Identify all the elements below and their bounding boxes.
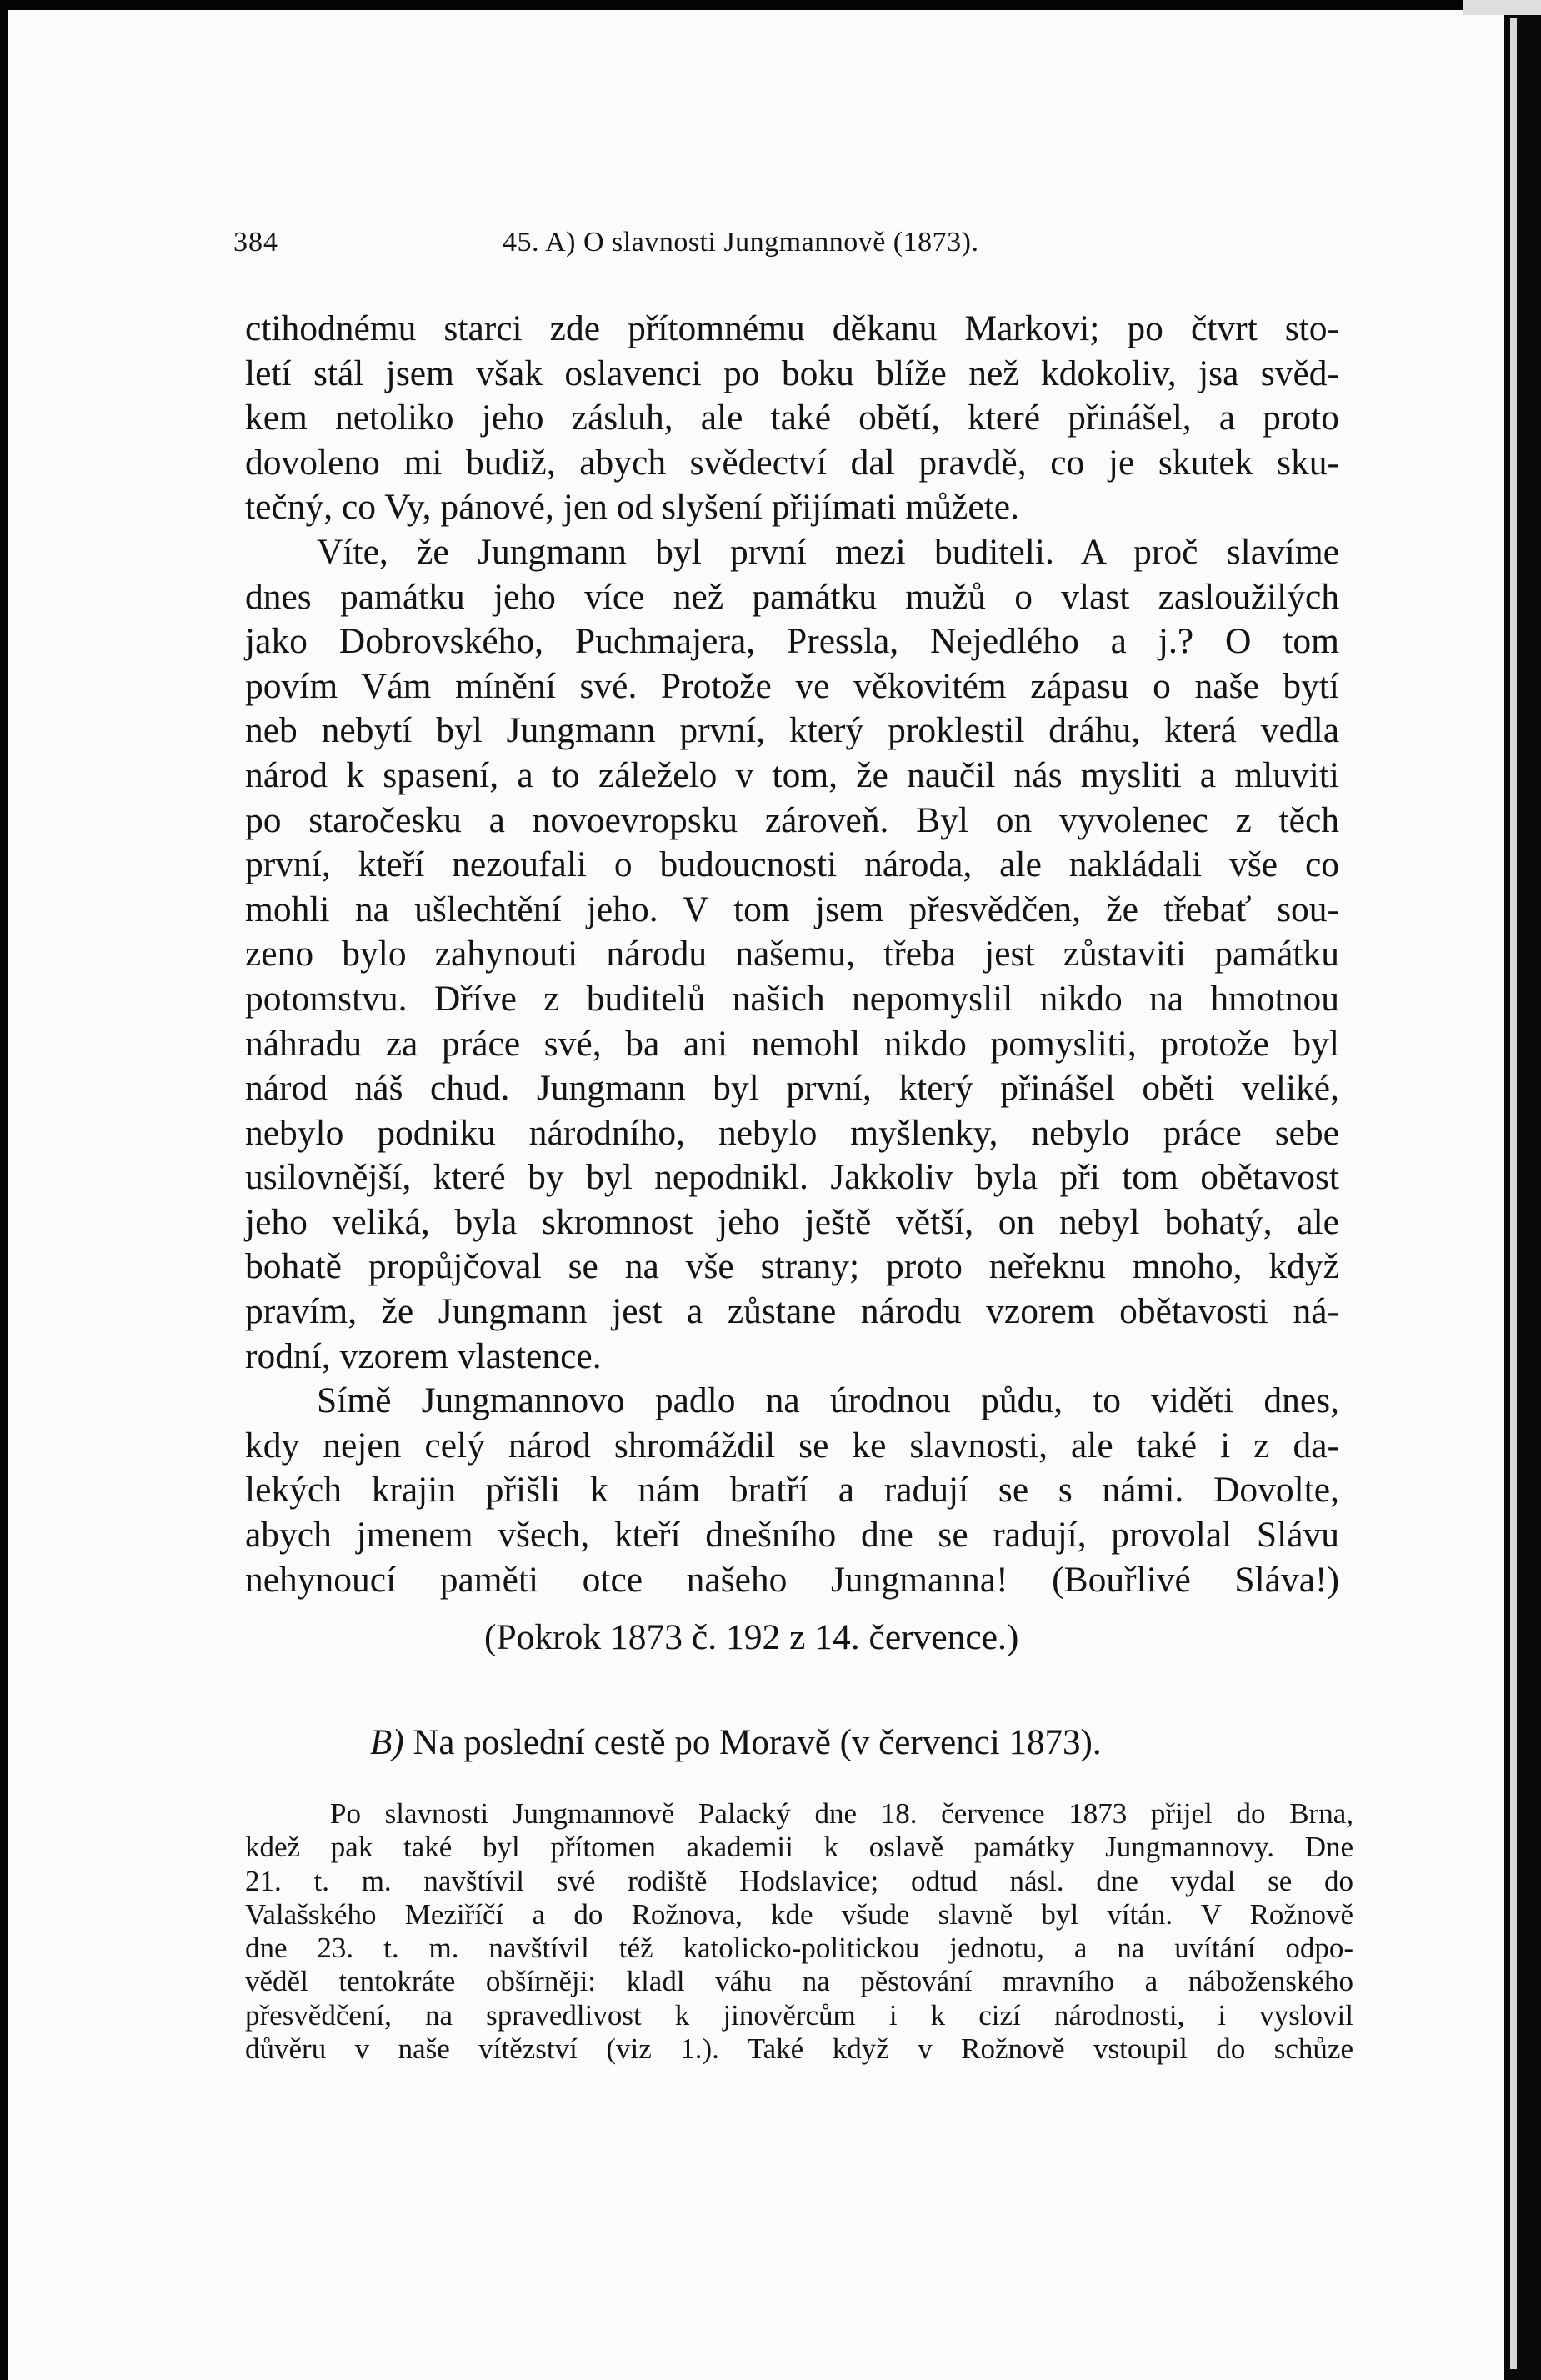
citation: (Pokrok 1873 č. 192 z 14. července.) bbox=[484, 1617, 1019, 1657]
body-line: povím Vám mínění své. Protože ve věkovitém zápasu o naše bytí bbox=[245, 665, 1339, 706]
body-line: jeho veliká, byla skromnost jeho ještě větší, on nebyl bohatý, ale bbox=[245, 1201, 1339, 1242]
body-line: nehynoucí paměti otce našeho Jungmanna! (Bouřlivé Sláva!) bbox=[245, 1559, 1339, 1600]
scan-top-corner bbox=[1463, 0, 1541, 15]
running-head: 45. A) O slavnosti Jungmannově (1873). bbox=[503, 227, 979, 258]
body-line: rodní, vzorem vlastence. bbox=[245, 1335, 602, 1376]
small-line: Po slavnosti Jungmannově Palacký dne 18. července 1873 přijel do Brna, bbox=[330, 1797, 1353, 1830]
body-line: ctihodnému starci zde přítomnému děkanu Markovi; po čtvrt sto- bbox=[245, 308, 1339, 348]
body-line: dovoleno mi budiž, abych svědectví dal pravdě, co je skutek sku- bbox=[245, 442, 1339, 483]
main-body-text bbox=[245, 307, 1339, 1602]
body-line: neb nebytí byl Jungmann první, který proklestil dráhu, která vedla bbox=[245, 710, 1339, 751]
body-line: jako Dobrovského, Puchmajera, Pressla, Nejedlého a j.? O tom bbox=[245, 621, 1339, 662]
section-label: B) bbox=[370, 1723, 404, 1762]
body-line: kdy nejen celý národ shromáždil se ke slavnosti, ale také i z da- bbox=[245, 1425, 1339, 1466]
small-line: přesvědčení, na spravedlivost k jinověrcům i k cizí národnosti, i vyslovil bbox=[245, 1998, 1353, 2032]
body-line: tečný, co Vy, pánové, jen od slyšení přijímati můžete. bbox=[245, 487, 1019, 528]
section-title: Na poslední cestě po Moravě (v červenci 1873). bbox=[413, 1723, 1102, 1762]
body-line: pravím, že Jungmann jest a zůstane národu vzorem obětavosti ná- bbox=[245, 1291, 1339, 1332]
body-line: Víte, že Jungmann byl první mezi buditeli. A proč slavíme bbox=[317, 531, 1339, 572]
small-line: důvěru v naše vítězství (viz 1.). Také když v Rožnově vstoupil do schůze bbox=[245, 2032, 1353, 2066]
body-line: potomstvu. Dříve z buditelů našich nepomyslil nikdo na hmotnou bbox=[245, 978, 1339, 1019]
small-line: věděl tentokráte obšírněji: kladl váhu na pěstování mravního a náboženského bbox=[245, 1965, 1353, 1998]
body-line: kem netoliko jeho zásluh, ale také obětí, které přinášel, a proto bbox=[245, 398, 1339, 438]
body-line: usilovnější, které by byl nepodnikl. Jakkoliv byla při tom obětavost bbox=[245, 1157, 1339, 1198]
body-line: letí stál jsem však oslavenci po boku blíže než kdokoliv, jsa svěd- bbox=[245, 353, 1339, 393]
body-line: lekých krajin přišli k nám bratří a radují se s námi. Dovolte, bbox=[245, 1470, 1339, 1511]
small-line: kdež pak také byl přítomen akademii k oslavě památky Jungmannovy. Dne bbox=[245, 1831, 1353, 1864]
body-line: zeno bylo zahynouti národu našemu, třeba jest zůstaviti památku bbox=[245, 934, 1339, 975]
body-line: abych jmenem všech, kteří dnešního dne se radují, provolal Slávu bbox=[245, 1515, 1339, 1556]
body-line: po staročesku a novoevropsku zároveň. Byl on vyvolenec z těch bbox=[245, 799, 1339, 840]
body-line: národ k spasení, a to záleželo v tom, že naučil nás mysliti a mluviti bbox=[245, 754, 1339, 795]
body-line: národ náš chud. Jungmann byl první, který přinášel oběti veliké, bbox=[245, 1068, 1339, 1109]
small-line: 21. t. m. navštívil své rodiště Hodslavice; odtud násl. dne vydal se do bbox=[245, 1864, 1353, 1897]
section-heading bbox=[370, 1722, 1102, 1763]
body-line: bohatě propůjčoval se na vše strany; proto neřeknu mnoho, když bbox=[245, 1246, 1339, 1287]
body-line: první, kteří nezoufali o budoucnosti národa, ale nakládali vše co bbox=[245, 844, 1339, 885]
body-line: dnes památku jeho více než památku mužů o vlast zasloužilých bbox=[245, 576, 1339, 617]
body-line: náhradu za práce své, ba ani nemohl nikdo pomysliti, protože byl bbox=[245, 1023, 1339, 1064]
page-edge-stripe bbox=[1510, 18, 1517, 2369]
small-line: Valašského Meziříčí a do Rožnova, kde všude slavně byl vítán. V Rožnově bbox=[245, 1897, 1353, 1931]
body-line: Símě Jungmannovo padlo na úrodnou půdu, to viděti dnes, bbox=[317, 1380, 1339, 1421]
body-line: mohli na ušlechtění jeho. V tom jsem přesvědčen, že třebať sou- bbox=[245, 889, 1339, 929]
small-print-paragraph bbox=[245, 1797, 1353, 2066]
page-number: 384 bbox=[233, 227, 278, 258]
body-line: nebylo podniku národního, nebylo myšlenky, nebylo práce sebe bbox=[245, 1112, 1339, 1153]
small-line: dne 23. t. m. navštívil též katolicko-politickou jednotu, a na uvítání odpo- bbox=[245, 1932, 1353, 1965]
page-header bbox=[0, 227, 1500, 267]
